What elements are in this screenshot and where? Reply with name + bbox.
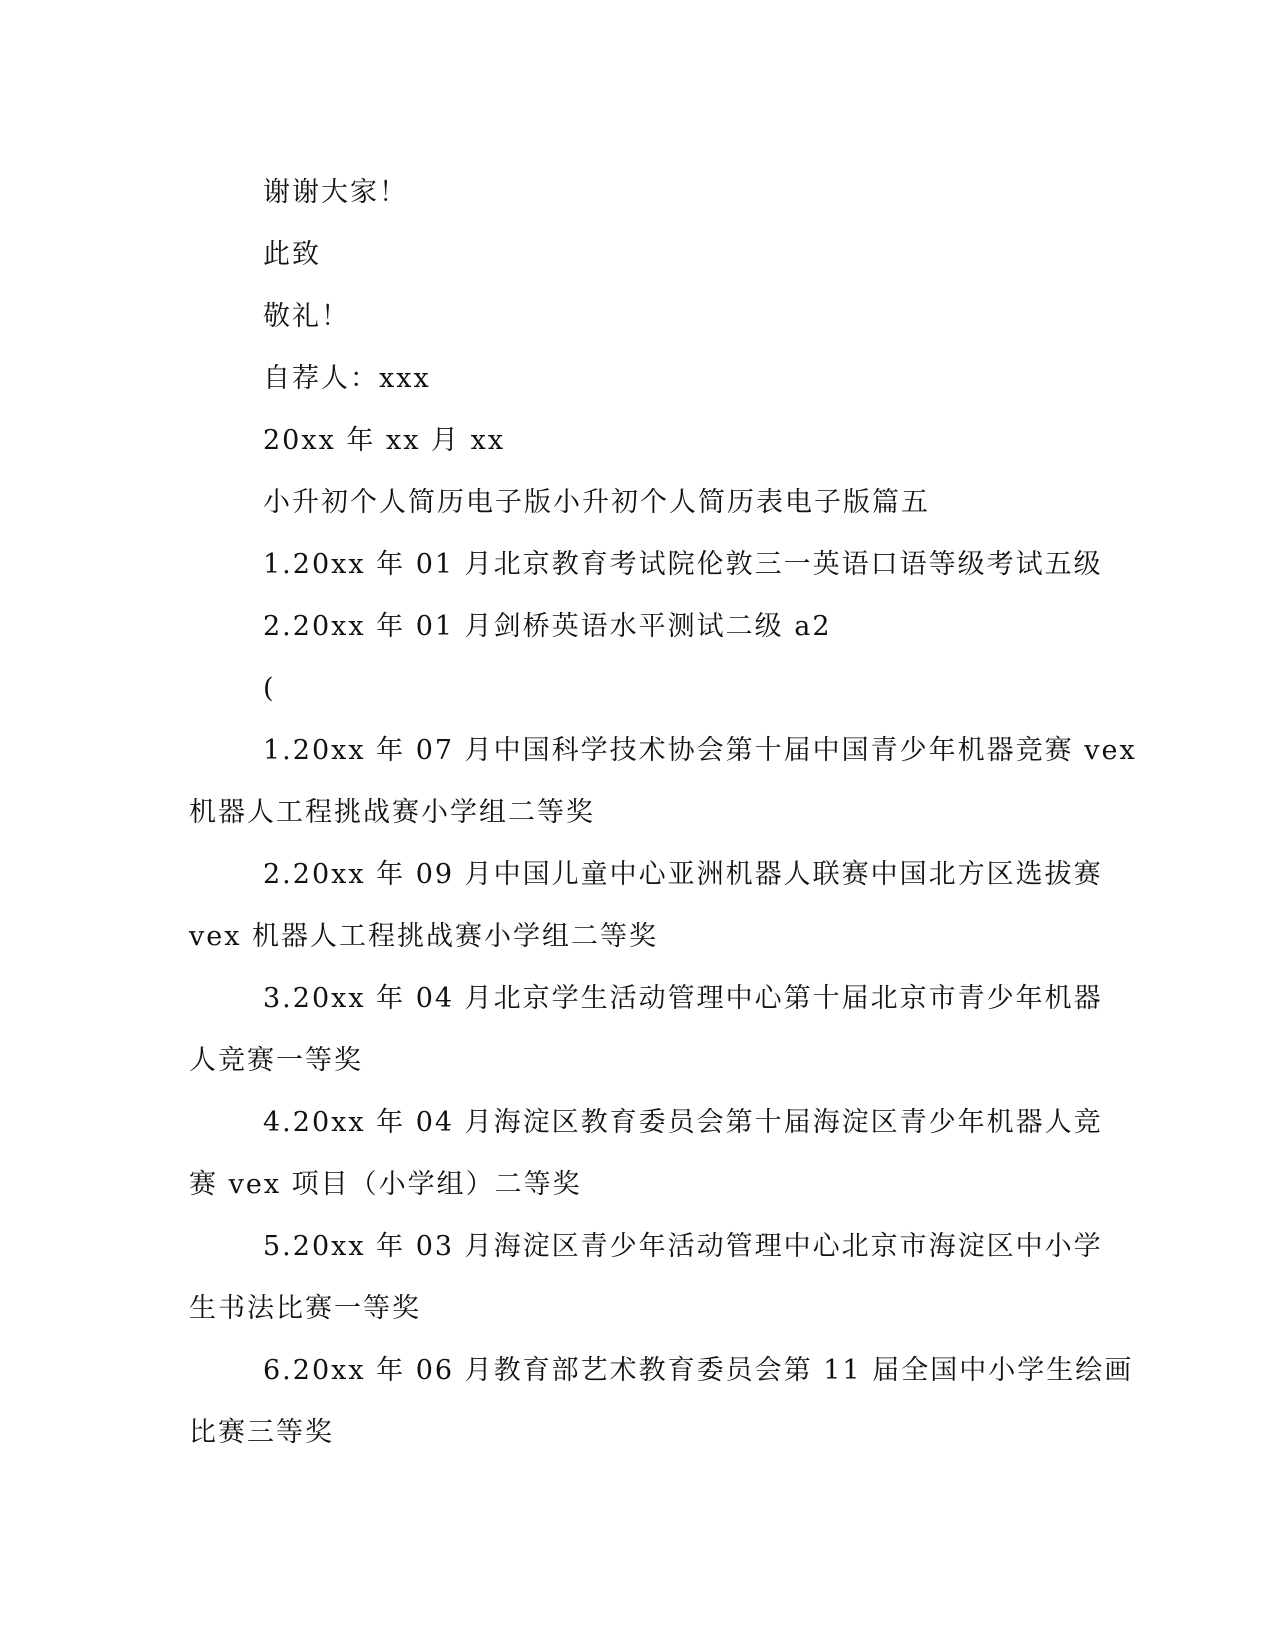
date-line: 20xx 年 xx 月 xx — [263, 425, 506, 456]
closing-salutation: 此致 — [263, 239, 321, 270]
document-body — [189, 162, 1137, 1464]
signature-line: 自荐人：xxx — [263, 363, 431, 394]
award-item-4-line-1: 4.20xx 年 04 月海淀区教育委员会第十届海淀区青少年机器人竞 — [263, 1107, 1103, 1138]
award-item-3-line-1: 3.20xx 年 04 月北京学生活动管理中心第十届北京市青少年机器 — [263, 983, 1103, 1014]
award-item-1-line-1: 1.20xx 年 07 月中国科学技术协会第十届中国青少年机器竞赛 vex — [263, 735, 1137, 766]
certificate-item-1: 1.20xx 年 01 月北京教育考试院伦敦三一英语口语等级考试五级 — [263, 549, 1103, 580]
award-item-2-line-1: 2.20xx 年 09 月中国儿童中心亚洲机器人联赛中国北方区选拔赛 — [263, 859, 1103, 890]
award-item-4-line-2: 赛 vex 项目（小学组）二等奖 — [189, 1169, 582, 1200]
award-item-6-line-2: 比赛三等奖 — [189, 1417, 334, 1448]
section-paren: ( — [263, 673, 276, 704]
award-item-2-line-2: vex 机器人工程挑战赛小学组二等奖 — [189, 921, 659, 952]
award-item-5-line-2: 生书法比赛一等奖 — [189, 1293, 421, 1324]
award-item-3-line-2: 人竞赛一等奖 — [189, 1045, 363, 1076]
certificate-item-2: 2.20xx 年 01 月剑桥英语水平测试二级 a2 — [263, 611, 832, 642]
closing-thanks: 谢谢大家！ — [263, 177, 408, 208]
award-item-6-line-1: 6.20xx 年 06 月教育部艺术教育委员会第 11 届全国中小学生绘画 — [263, 1355, 1134, 1386]
award-item-5-line-1: 5.20xx 年 03 月海淀区青少年活动管理中心北京市海淀区中小学 — [263, 1231, 1103, 1262]
closing-regards: 敬礼！ — [263, 301, 350, 332]
section-title: 小升初个人简历电子版小升初个人简历表电子版篇五 — [263, 487, 930, 518]
award-item-1-line-2: 机器人工程挑战赛小学组二等奖 — [189, 797, 595, 828]
